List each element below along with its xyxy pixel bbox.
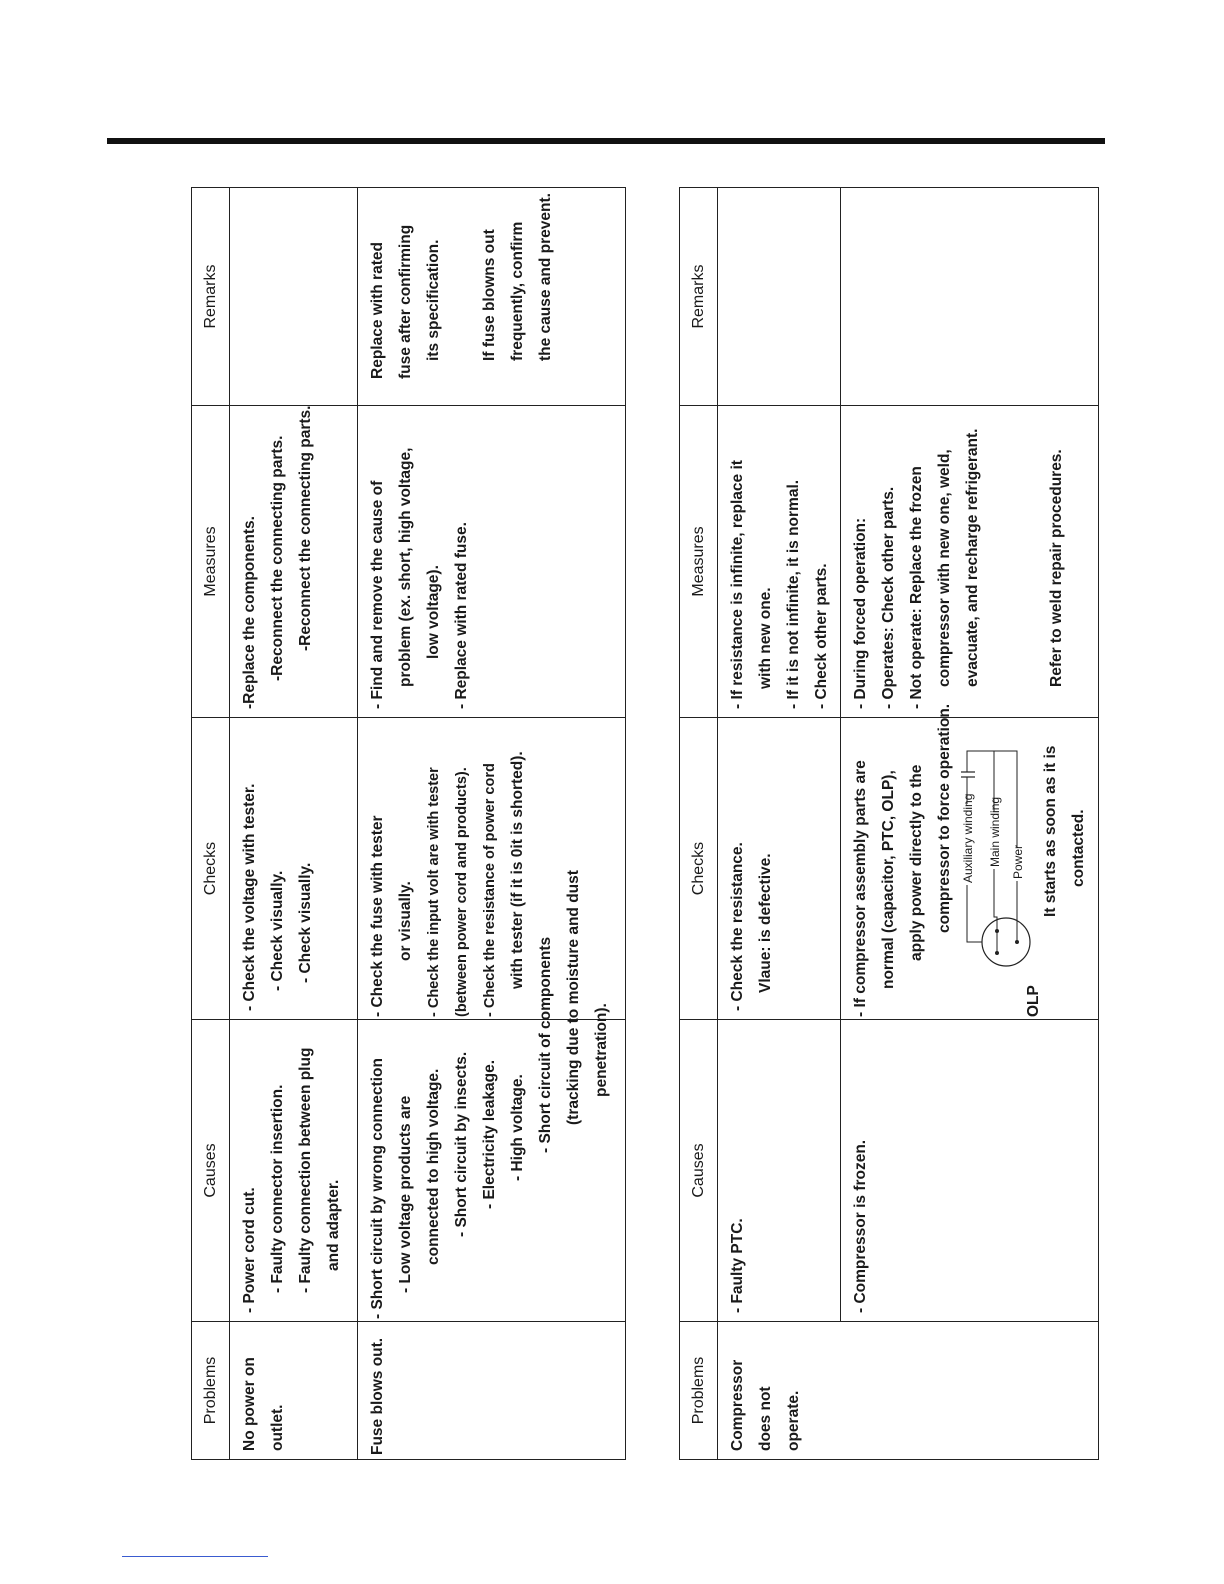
header-remarks: Remarks bbox=[680, 188, 718, 406]
cause-item: - Compressor is frozen. bbox=[852, 1139, 869, 1313]
checks-cell bbox=[230, 718, 358, 1020]
measure-item: - Operates: Check other parts. bbox=[880, 486, 897, 709]
header-causes: Causes bbox=[680, 1020, 718, 1322]
troubleshooting-table-2 bbox=[679, 188, 1099, 1460]
contact-note-line: It starts as soon as it is bbox=[1042, 745, 1059, 917]
table-row bbox=[718, 188, 841, 1460]
spacer bbox=[448, 192, 476, 397]
measures-cell bbox=[230, 406, 358, 718]
cause-item: - Short circuit of components bbox=[537, 936, 554, 1153]
measure-item: compressor with new one, weld, bbox=[936, 449, 953, 687]
check-item: - Check the resistance of power cord bbox=[482, 763, 498, 1017]
header-measures: Measures bbox=[680, 406, 718, 718]
problem-cell bbox=[718, 1322, 1099, 1460]
check-item: - Check visually. bbox=[269, 870, 286, 991]
measure-item: evacuate, and recharge refrigerant. bbox=[964, 428, 981, 687]
header-remarks: Remarks bbox=[192, 188, 230, 406]
measure-item: low voltage). bbox=[425, 565, 442, 659]
auxiliary-winding-label: Auxiliary winding bbox=[961, 793, 975, 883]
measure-item: - If resistance is infinite, replace it bbox=[729, 460, 746, 709]
contact-note-line: contacted. bbox=[1070, 809, 1087, 887]
problem-text: outlet. bbox=[269, 1404, 286, 1451]
check-item: - Check visually. bbox=[297, 862, 314, 983]
cause-item: penetration). bbox=[593, 1003, 610, 1097]
measure-item: - If it is not infinite, it is normal. bbox=[785, 479, 802, 709]
olp-label: OLP bbox=[1025, 985, 1042, 1017]
cause-item: - High voltage. bbox=[509, 1074, 526, 1181]
remarks-cell bbox=[358, 188, 626, 406]
troubleshooting-table-1 bbox=[191, 188, 626, 1460]
check-item: - Check the fuse with tester bbox=[369, 815, 386, 1017]
remark-item: fuse after confirming bbox=[397, 224, 414, 379]
measure-item: with new one. bbox=[757, 587, 774, 689]
problem-cell bbox=[230, 1322, 358, 1460]
remark-item: Replace with rated bbox=[369, 242, 386, 379]
remarks-cell bbox=[841, 188, 1099, 406]
measure-item: -Replace the components. bbox=[241, 516, 258, 709]
remark-item: frequently, confirm bbox=[509, 221, 526, 361]
olp-wiring-diagram bbox=[961, 722, 1087, 1017]
cause-item: - Low voltage products are bbox=[397, 1095, 414, 1293]
measure-item: problem (ex. short, high voltage, bbox=[397, 447, 414, 687]
check-item: apply power directly to the bbox=[908, 764, 925, 961]
main-winding-label: Main winding bbox=[988, 796, 1002, 867]
remarks-cell bbox=[718, 188, 841, 406]
cause-item: - Short circuit by insects. bbox=[453, 1051, 470, 1237]
check-item: (between power cord and products). bbox=[454, 767, 470, 1017]
measure-item: -Reconnect the connecting parts. bbox=[297, 405, 314, 651]
remark-item: If fuse blowns out bbox=[481, 229, 498, 361]
check-item: compressor to force operation. bbox=[936, 703, 953, 933]
header-measures: Measures bbox=[192, 406, 230, 718]
remarks-cell bbox=[230, 188, 358, 406]
check-item: Vlaue: is defective. bbox=[757, 853, 774, 993]
power-label: Power bbox=[1011, 844, 1025, 879]
header-checks: Checks bbox=[680, 718, 718, 1020]
measure-item: - Not operate: Replace the frozen bbox=[908, 466, 925, 709]
top-divider bbox=[107, 138, 1105, 144]
cause-item: - Faulty connection between plug bbox=[297, 1047, 314, 1293]
measure-item: -Reconnect the connecting parts. bbox=[269, 435, 286, 681]
problem-text: operate. bbox=[785, 1390, 802, 1451]
measures-cell bbox=[841, 406, 1099, 718]
remark-item: the cause and prevent. bbox=[537, 193, 554, 361]
cause-item: connected to high voltage. bbox=[425, 1068, 442, 1265]
table2-header-row bbox=[680, 188, 718, 1460]
table-row bbox=[841, 188, 1099, 1460]
check-item: - Check the voltage with tester. bbox=[241, 783, 258, 1011]
causes-cell bbox=[718, 1020, 841, 1322]
checks-cell bbox=[718, 718, 841, 1020]
cause-item: (tracking due to moisture and dust bbox=[565, 870, 582, 1125]
cause-item: - Power cord cut. bbox=[241, 1187, 258, 1313]
problem-text: does not bbox=[757, 1386, 774, 1451]
measure-item: - Replace with rated fuse. bbox=[453, 522, 470, 709]
measure-item: Refer to weld repair procedures. bbox=[1048, 449, 1065, 687]
measure-item: - Check other parts. bbox=[813, 563, 830, 709]
problem-cell bbox=[358, 1322, 626, 1460]
check-item: - If compressor assembly parts are bbox=[852, 760, 869, 1017]
measure-item: - Find and remove the cause of bbox=[369, 480, 386, 709]
header-checks: Checks bbox=[192, 718, 230, 1020]
check-item: normal (capacitor, PTC, OLP), bbox=[880, 770, 897, 989]
table1-header-row bbox=[192, 188, 230, 1460]
cause-item: - Electricity leakage. bbox=[481, 1059, 498, 1209]
header-problems: Problems bbox=[680, 1322, 718, 1460]
remark-item: its specification. bbox=[425, 239, 442, 361]
measure-item: - During forced operation: bbox=[852, 517, 869, 709]
causes-cell bbox=[230, 1020, 358, 1322]
problem-text: No power on bbox=[241, 1357, 258, 1451]
footer-link-rule bbox=[122, 1556, 268, 1557]
cause-item: - Faulty connector insertion. bbox=[269, 1084, 286, 1293]
measures-cell bbox=[718, 406, 841, 718]
cause-item: - Short circuit by wrong connection bbox=[369, 1058, 386, 1319]
table-row bbox=[358, 188, 626, 1460]
checks-cell bbox=[841, 703, 1099, 1020]
problem-text: Fuse blows out. bbox=[369, 1337, 386, 1455]
problem-text: Compressor bbox=[729, 1359, 746, 1451]
contact-note bbox=[1037, 677, 1093, 1017]
check-item: - Check the input volt are with tester bbox=[426, 767, 442, 1017]
check-item: - Check the resistance. bbox=[729, 842, 746, 1011]
measures-cell bbox=[358, 406, 626, 718]
check-item: or visually. bbox=[397, 881, 414, 961]
causes-cell bbox=[841, 1020, 1099, 1322]
table-row bbox=[230, 188, 358, 1460]
header-problems: Problems bbox=[192, 1322, 230, 1460]
cause-item: - Faulty PTC. bbox=[729, 1218, 746, 1313]
cause-item: and adapter. bbox=[325, 1179, 342, 1271]
header-causes: Causes bbox=[192, 1020, 230, 1322]
check-item: with tester (if it is 0it is shorted). bbox=[509, 751, 526, 989]
